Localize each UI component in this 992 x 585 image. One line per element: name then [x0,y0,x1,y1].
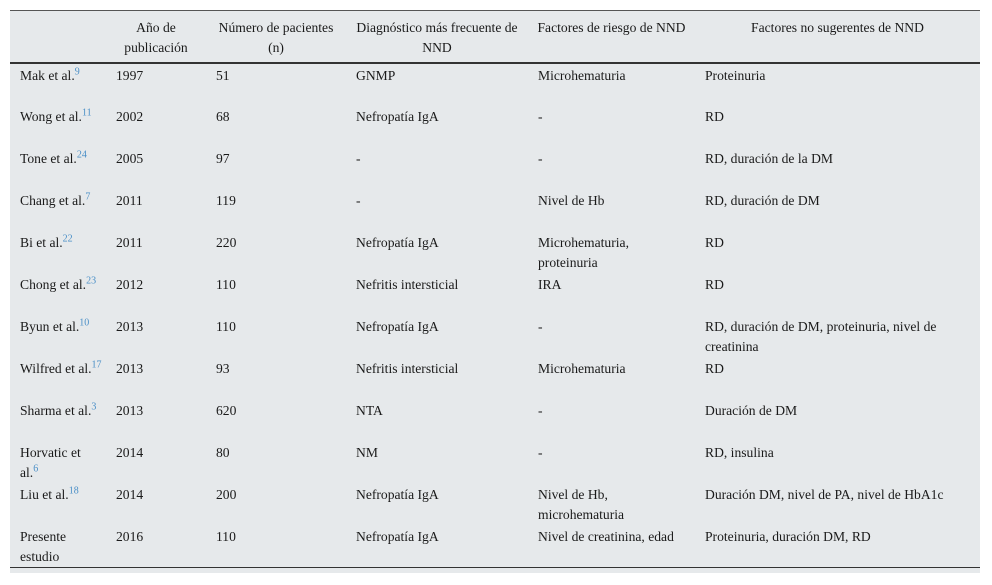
table-row [10,315,980,357]
table-row [10,63,980,105]
patients-cell: 80 [216,444,230,460]
year-cell: 2002 [116,108,144,124]
reference-link[interactable]: 11 [81,106,92,118]
diagnosis-cell: Nefropatía IgA [356,234,439,250]
year-cell: 2014 [116,486,144,502]
year-cell: 2005 [116,150,144,166]
study-name: Chang et al. [20,192,86,208]
reference-link[interactable]: 6 [33,462,39,474]
risk-factors-cell: - [538,150,543,166]
risk-factors-cell: Microhematuria, proteinuria [538,234,629,270]
table-row [10,189,980,231]
header-patients: Número de pacientes (n) [218,20,334,55]
non-risk-factors-cell: RD, insulina [705,444,774,460]
diagnosis-cell: NTA [356,402,383,418]
study-name: Tone et al. [20,150,77,166]
study-name: Wong et al. [20,108,82,124]
study-cell [10,483,106,525]
non-risk-factors-cell: RD [705,276,724,292]
non-risk-factors-cell: Duración DM, nivel de PA, nivel de HbA1c [705,486,944,502]
diagnosis-cell: - [356,192,361,208]
study-name: Byun et al. [20,318,80,334]
risk-factors-cell: Nivel de Hb [538,192,605,208]
risk-factors-cell: Nivel de creatinina, edad [538,528,674,544]
study-cell [10,147,106,189]
table-row [10,357,980,399]
table-row [10,441,980,483]
reference-link[interactable]: 9 [74,65,80,77]
patients-cell: 93 [216,360,230,376]
header-risk-factors: Factores de riesgo de NND [537,20,686,35]
studies-table [10,10,980,568]
non-risk-factors-cell: RD, duración de la DM [705,150,833,166]
non-risk-factors-cell: RD [705,360,724,376]
year-cell: 2016 [116,528,144,544]
header-non-risk-factors: Factores no sugerentes de NND [751,20,924,35]
study-cell [10,105,106,147]
patients-cell: 110 [216,318,236,334]
study-cell [10,441,106,483]
patients-cell: 68 [216,108,230,124]
diagnosis-cell: Nefropatía IgA [356,486,439,502]
study-cell [10,399,106,441]
patients-cell: 620 [216,402,237,418]
header-study [10,11,106,63]
non-risk-factors-cell: RD, duración de DM, proteinuria, nivel de creatinina [705,318,937,354]
table-body [10,63,980,568]
diagnosis-cell: - [356,150,361,166]
risk-factors-cell: - [538,402,543,418]
year-cell: 2013 [116,402,144,418]
year-cell: 1997 [116,67,144,83]
diagnosis-cell: NM [356,444,378,460]
risk-factors-cell: Microhematuria [538,67,626,83]
diagnosis-cell: Nefropatía IgA [356,318,439,334]
risk-factors-cell: - [538,444,543,460]
study-name: Mak et al. [20,67,75,83]
study-name: Bi et al. [20,234,63,250]
study-cell [10,189,106,231]
reference-link[interactable]: 22 [62,232,73,244]
reference-link[interactable]: 3 [91,400,97,412]
year-cell: 2011 [116,234,143,250]
risk-factors-cell: - [538,318,543,334]
risk-factors-cell: IRA [538,276,562,292]
diagnosis-cell: Nefritis intersticial [356,276,459,292]
year-cell: 2012 [116,276,144,292]
risk-factors-cell: Microhematuria [538,360,626,376]
reference-link[interactable]: 17 [91,358,102,370]
patients-cell: 97 [216,150,230,166]
patients-cell: 220 [216,234,237,250]
non-risk-factors-cell: RD, duración de DM [705,192,820,208]
patients-cell: 51 [216,67,230,83]
year-cell: 2013 [116,318,144,334]
table-row [10,483,980,525]
patients-cell: 110 [216,528,236,544]
study-cell [10,357,106,399]
patients-cell: 119 [216,192,236,208]
table-container [10,10,980,573]
study-cell [10,315,106,357]
study-cell [10,63,106,105]
non-risk-factors-cell: Proteinuria, duración DM, RD [705,528,871,544]
patients-cell: 110 [216,276,236,292]
study-cell [10,273,106,315]
study-name: Liu et al. [20,486,69,502]
header-row [10,11,980,63]
reference-link[interactable]: 7 [85,190,91,202]
diagnosis-cell: GNMP [356,67,396,83]
year-cell: 2014 [116,444,144,460]
study-name: Wilfred et al. [20,360,92,376]
diagnosis-cell: Nefritis intersticial [356,360,459,376]
table-row [10,105,980,147]
risk-factors-cell: Nivel de Hb, microhematuria [538,486,625,522]
reference-link[interactable]: 18 [68,484,79,496]
study-cell [10,231,106,273]
patients-cell: 200 [216,486,237,502]
study-name: Horvatic et al. [20,444,81,480]
reference-link[interactable]: 24 [76,148,87,160]
table-row [10,525,980,568]
study-cell [10,525,106,568]
table-row [10,231,980,273]
header-diagnosis: Diagnóstico más frecuente de NND [356,20,518,55]
diagnosis-cell: Nefropatía IgA [356,528,439,544]
non-risk-factors-cell: RD [705,108,724,124]
table-row [10,399,980,441]
header-year: Año de publicación [124,20,188,55]
non-risk-factors-cell: Duración de DM [705,402,798,418]
reference-link[interactable]: 10 [79,316,90,328]
reference-link[interactable]: 23 [86,274,97,286]
table-header [10,11,980,63]
study-name: Chong et al. [20,276,87,292]
year-cell: 2013 [116,360,144,376]
non-risk-factors-cell: RD [705,234,724,250]
diagnosis-cell: Nefropatía IgA [356,108,439,124]
study-name: Presente estudio [20,528,67,564]
year-cell: 2011 [116,192,143,208]
risk-factors-cell: - [538,108,543,124]
study-name: Sharma et al. [20,402,92,418]
non-risk-factors-cell: Proteinuria [705,67,766,83]
table-row [10,147,980,189]
table-row [10,273,980,315]
